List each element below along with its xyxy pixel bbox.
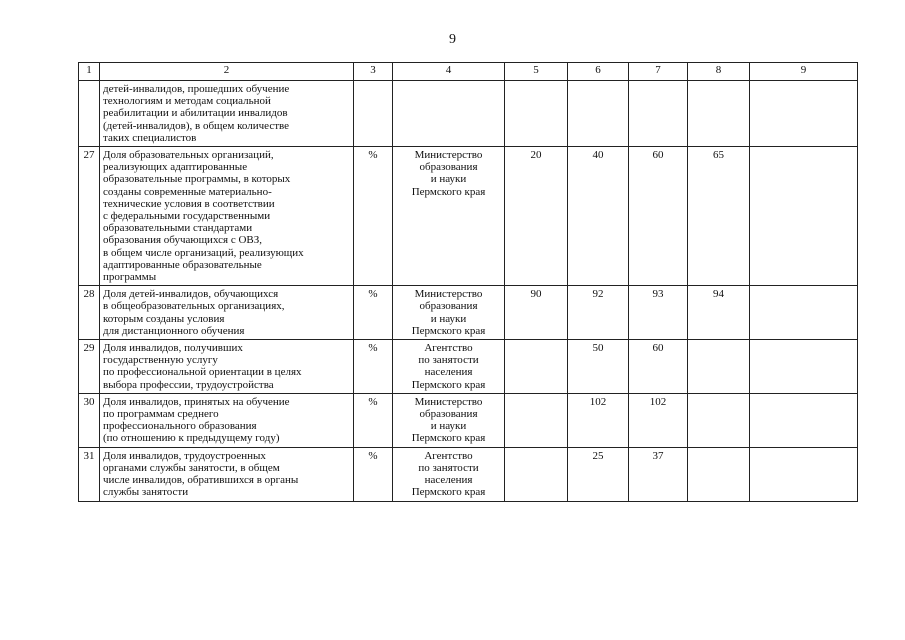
header-cell: 7 (629, 63, 688, 81)
description-line: образовательные программы, в которых (103, 173, 291, 186)
table-body (79, 63, 858, 502)
indicator-description (100, 447, 354, 501)
executor-line: населения (424, 366, 473, 379)
value-cell-v8 (688, 393, 750, 447)
executor-line: Пермского края (411, 378, 486, 391)
description-line: профессионального образования (103, 420, 257, 433)
executor-line: Министерство (414, 288, 483, 301)
header-cell: 5 (505, 63, 568, 81)
description-line: Доля детей-инвалидов, обучающихся (103, 288, 279, 301)
executor-line: по занятости (418, 354, 479, 367)
value-cell-v6: 92 (568, 286, 629, 340)
description-line: Доля инвалидов, принятых на обучение (103, 395, 290, 408)
value-cell-v7 (629, 81, 688, 147)
indicators-table (78, 62, 858, 502)
executor-line: образования (419, 300, 478, 313)
description-line: для дистанционного обучения (103, 324, 245, 337)
executor-line: населения (424, 474, 473, 487)
unit-cell: % (354, 340, 393, 394)
description-line: Доля инвалидов, получивших (103, 342, 243, 355)
description-line: образования обучающихся с ОВЗ, (103, 234, 262, 247)
executor-line: Пермского края (411, 486, 486, 499)
description-line: по профессиональной ориентации в целях (103, 366, 302, 379)
description-line: образовательными стандартами (103, 222, 253, 235)
table-row (79, 393, 858, 447)
description-line: Доля инвалидов, трудоустроенных (103, 449, 266, 462)
executor-cell (393, 81, 505, 147)
executor-line: образования (419, 408, 478, 421)
row-number: 31 (79, 447, 100, 501)
value-cell-v7: 37 (629, 447, 688, 501)
value-cell-v8: 65 (688, 147, 750, 286)
description-line: реабилитации и абилитации инвалидов (103, 107, 288, 120)
value-cell-v6: 50 (568, 340, 629, 394)
header-cell: 2 (100, 63, 354, 81)
executor-line: Министерство (414, 149, 483, 162)
value-cell-v9 (750, 81, 858, 147)
value-cell-v6: 40 (568, 147, 629, 286)
description-line: по программам среднего (103, 408, 219, 421)
value-cell-v7: 60 (629, 340, 688, 394)
unit-cell: % (354, 447, 393, 501)
description-line: технические условия в соответствии (103, 197, 275, 210)
header-cell: 6 (568, 63, 629, 81)
executor-line: по занятости (418, 461, 479, 474)
indicator-description (100, 286, 354, 340)
executor-line: Пермского края (411, 185, 486, 198)
executor-cell (393, 447, 505, 501)
value-cell-v7: 93 (629, 286, 688, 340)
executor-line: Министерство (414, 395, 483, 408)
value-cell-v7: 60 (629, 147, 688, 286)
row-number (79, 81, 100, 147)
executor-line: образования (419, 161, 478, 174)
header-cell: 3 (354, 63, 393, 81)
value-cell-v8: 94 (688, 286, 750, 340)
value-cell-v7: 102 (629, 393, 688, 447)
value-cell-v8 (688, 447, 750, 501)
table-row (79, 286, 858, 340)
page-number: 9 (449, 32, 456, 47)
value-cell-v6 (568, 81, 629, 147)
unit-cell: % (354, 286, 393, 340)
unit-cell: % (354, 393, 393, 447)
table-row (79, 447, 858, 501)
indicator-description (100, 340, 354, 394)
value-cell-v9 (750, 286, 858, 340)
executor-cell (393, 147, 505, 286)
description-line: числе инвалидов, обратившихся в органы (103, 474, 299, 487)
row-number: 28 (79, 286, 100, 340)
header-cell: 8 (688, 63, 750, 81)
executor-line: Агентство (424, 342, 473, 355)
description-line: выбора профессии, трудоустройства (103, 378, 274, 391)
description-line: детей-инвалидов, прошедших обучение (103, 83, 290, 95)
indicator-description (100, 393, 354, 447)
executor-line: и науки (430, 312, 467, 325)
table-row (79, 340, 858, 394)
value-cell-v5: 20 (505, 147, 568, 286)
description-line: программы (103, 271, 157, 284)
executor-line: Пермского края (411, 324, 486, 337)
executor-cell (393, 340, 505, 394)
table-row (79, 147, 858, 286)
unit-cell (354, 81, 393, 147)
description-line: с федеральными государственными (103, 210, 271, 223)
value-cell-v9 (750, 393, 858, 447)
executor-line: Пермского края (411, 432, 486, 445)
executor-line: и науки (430, 173, 467, 186)
value-cell-v9 (750, 340, 858, 394)
value-cell-v5: 90 (505, 286, 568, 340)
value-cell-v5 (505, 393, 568, 447)
header-cell: 1 (79, 63, 100, 81)
description-line: (детей-инвалидов), в общем количестве (103, 119, 290, 132)
value-cell-v5 (505, 447, 568, 501)
description-line: реализующих адаптированные (103, 161, 248, 174)
description-line: технологиям и методам социальной (103, 95, 271, 108)
executor-line: Агентство (424, 449, 473, 462)
value-cell-v5 (505, 81, 568, 147)
row-number: 29 (79, 340, 100, 394)
executor-line: и науки (430, 420, 467, 433)
description-line: которым созданы условия (103, 312, 225, 325)
description-line: службы занятости (103, 486, 189, 499)
description-line: (по отношению к предыдущему году) (103, 432, 280, 445)
description-line: таких специалистов (103, 131, 197, 144)
row-number: 30 (79, 393, 100, 447)
description-line: в общеобразовательных организациях, (103, 300, 285, 313)
description-line: государственную услугу (103, 354, 218, 367)
value-cell-v9 (750, 447, 858, 501)
value-cell-v6: 25 (568, 447, 629, 501)
description-line: в общем числе организаций, реализующих (103, 246, 304, 259)
indicator-description (100, 81, 354, 147)
description-line: Доля образовательных организаций, (103, 149, 274, 162)
table-row (79, 81, 858, 147)
value-cell-v8 (688, 81, 750, 147)
header-row (79, 63, 858, 81)
value-cell-v9 (750, 147, 858, 286)
value-cell-v6: 102 (568, 393, 629, 447)
value-cell-v5 (505, 340, 568, 394)
description-line: адаптированные образовательные (103, 258, 262, 271)
header-cell: 4 (393, 63, 505, 81)
unit-cell: % (354, 147, 393, 286)
row-number: 27 (79, 147, 100, 286)
executor-cell (393, 286, 505, 340)
executor-cell (393, 393, 505, 447)
value-cell-v8 (688, 340, 750, 394)
description-line: органами службы занятости, в общем (103, 461, 280, 474)
description-line: созданы современные материально- (103, 185, 272, 198)
indicator-description (100, 147, 354, 286)
header-cell: 9 (750, 63, 858, 81)
